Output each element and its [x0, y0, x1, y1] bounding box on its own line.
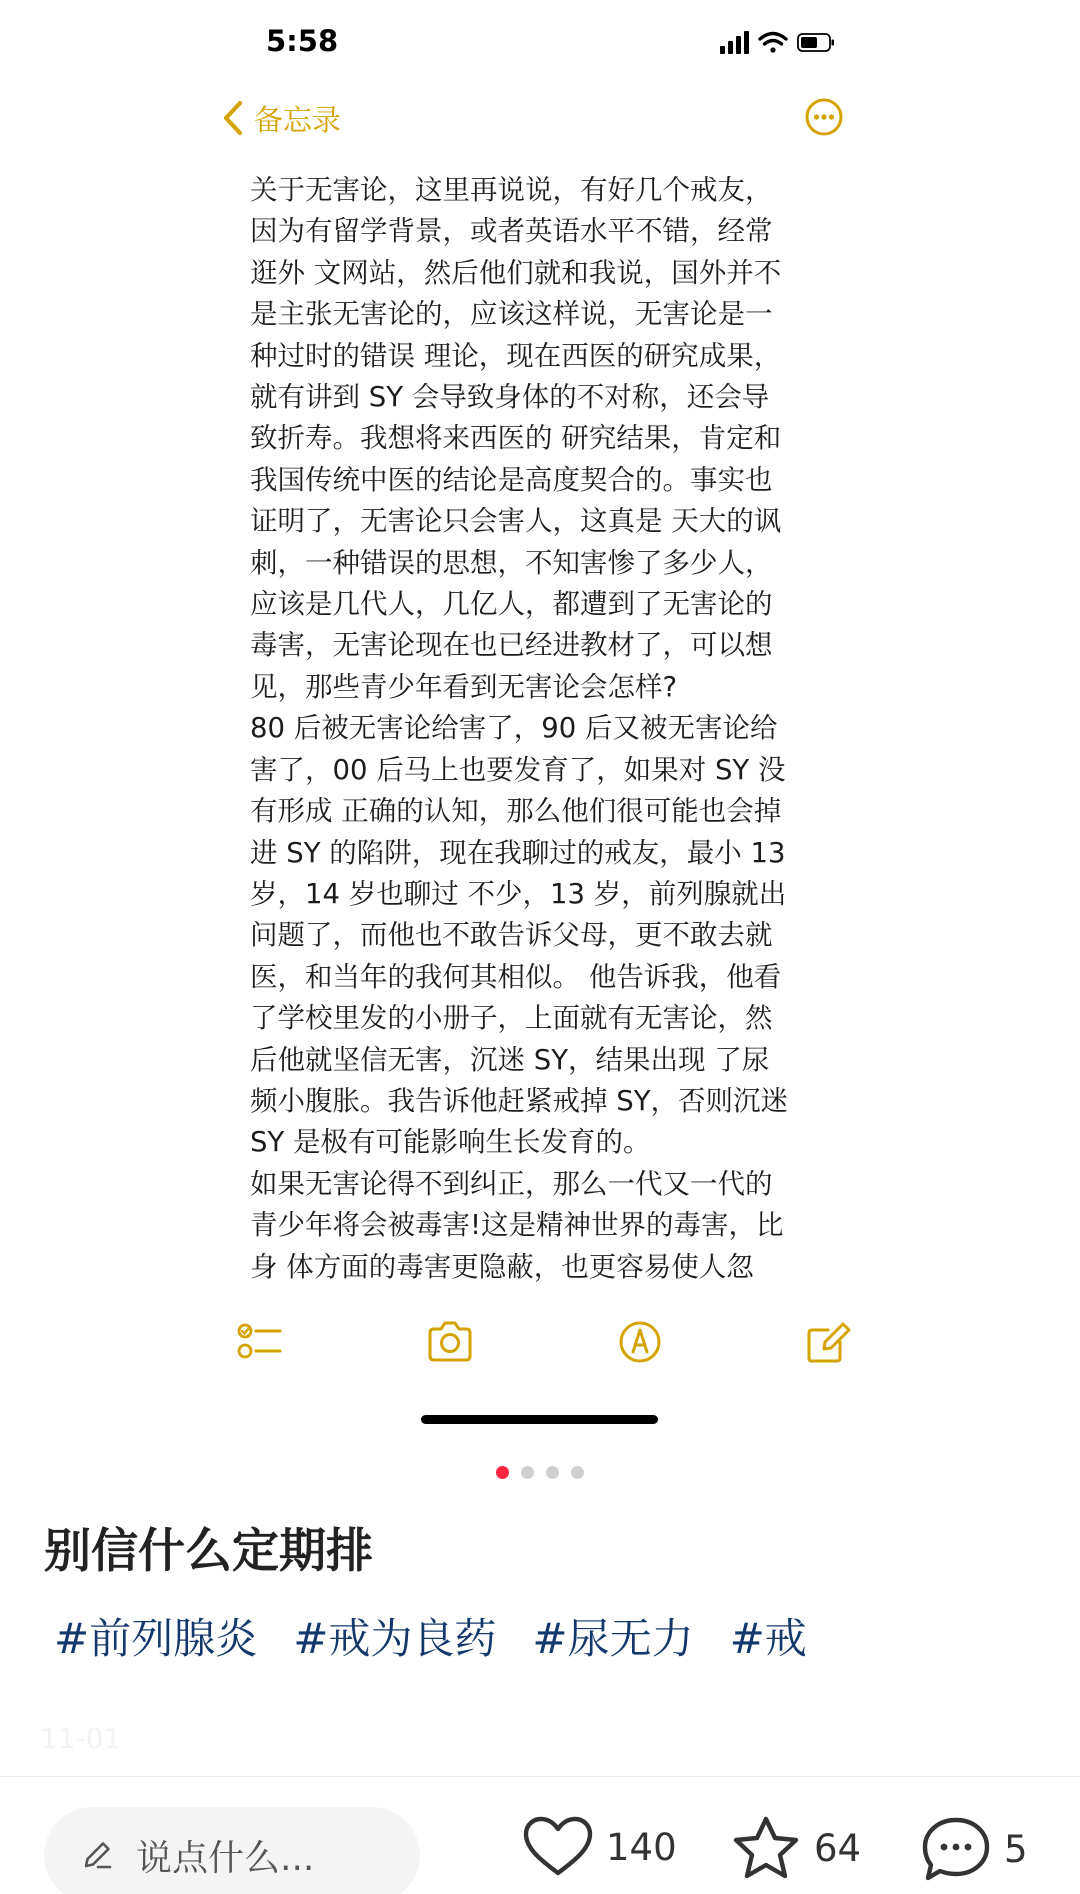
- post-title: 别信什么定期排: [44, 1524, 373, 1579]
- wifi-icon: [760, 34, 786, 53]
- favorite-count: 64: [814, 1826, 862, 1870]
- status-time: 5:58: [266, 24, 339, 58]
- carousel-dot[interactable]: [521, 1466, 534, 1479]
- star-icon: [730, 1815, 802, 1881]
- carousel-dot[interactable]: [546, 1466, 559, 1479]
- note-body-text: 关于无害论，这里再说说，有好几个戒友， 因为有留学背景，或者英语水平不错，经常 逛外 文网站，然后他们就和我说，国外并不 是主张无害论的，应该这样说，无害论是一 种过时的错误 理论，现在西医的研究成果， 就有讲到 SY 会导致身体的不对称，还会导 致折寿。我想将来西医的 研究结果，肯定和 我国传统中医的结论是高度契合的。事实也 证明了，无害论只会害人，这真是 天大的讽 刺，一种错误的思想，不知害惨了多少人， 应该是几代人，几亿人，都遭到了无害论的 毒害，无害论现在也已经进教材了，可以想 见，那些青少年看到无害论会怎样? 80 后被无害论给害了，90 后又被无害论给 害了，00 后马上也要发育了，如果对 SY 没 有形成 正确的认知，那么他们很可能也会掉 进 SY 的陷阱，现在我聊过的戒友，最小 13 岁，14 岁也聊过 不少，13 岁，前列腺就出 问题了，而他也不敢告诉父母，更不敢去就 医，和当年的我何其相似。 他告诉我，他看 了学校里发的小册子，上面就有无害论，然 后他就坚信无害，沉迷 SY，结果出现 了尿 频小腹胀。我告诉他赶紧戒掉 SY，否则沉迷 SY 是极有可能影响生长发育的。 如果无害论得不到纠正，那么一代又一代的 青少年将会被毒害!这是精神世界的毒害，比 身 体方面的毒害更隐蔽，也更容易使人忽: [250, 174, 788, 1283]
- favorite-button[interactable]: [730, 1815, 861, 1881]
- tag-item[interactable]: #戒: [729, 1614, 807, 1663]
- comment-button[interactable]: [920, 1815, 1028, 1883]
- cellular-signal-icon: [720, 31, 749, 54]
- camera-icon[interactable]: [426, 1318, 474, 1366]
- like-button[interactable]: [522, 1815, 677, 1879]
- tag-list: [54, 1606, 807, 1666]
- pencil-icon: [78, 1836, 116, 1874]
- checklist-icon[interactable]: [236, 1318, 284, 1366]
- status-bar: [0, 0, 1080, 90]
- heart-icon: [522, 1815, 594, 1879]
- compose-icon[interactable]: [804, 1318, 852, 1366]
- note-toolbar: [220, 1318, 860, 1368]
- comment-icon: [920, 1815, 992, 1883]
- battery-icon: [798, 34, 834, 51]
- chevron-left-icon: [222, 100, 244, 136]
- tag-item[interactable]: #尿无力: [532, 1614, 694, 1663]
- comment-input[interactable]: [44, 1807, 420, 1894]
- bottom-action-bar: [0, 1776, 1080, 1894]
- back-button[interactable]: [222, 96, 341, 140]
- carousel-dots: [0, 1466, 1080, 1480]
- more-options-icon[interactable]: [804, 97, 844, 137]
- home-indicator: [421, 1415, 658, 1424]
- carousel-dot[interactable]: [496, 1466, 509, 1479]
- status-icons: [718, 28, 838, 56]
- comment-placeholder: 说点什么...: [136, 1837, 315, 1879]
- comment-count: 5: [1004, 1827, 1028, 1871]
- post-date: 11-01: [40, 1722, 122, 1755]
- back-label: 备忘录: [254, 102, 342, 137]
- tag-item[interactable]: #戒为良药: [293, 1614, 497, 1663]
- markup-icon[interactable]: [616, 1318, 664, 1366]
- carousel-dot[interactable]: [571, 1466, 584, 1479]
- like-count: 140: [606, 1825, 677, 1869]
- tag-item[interactable]: #前列腺炎: [54, 1614, 258, 1663]
